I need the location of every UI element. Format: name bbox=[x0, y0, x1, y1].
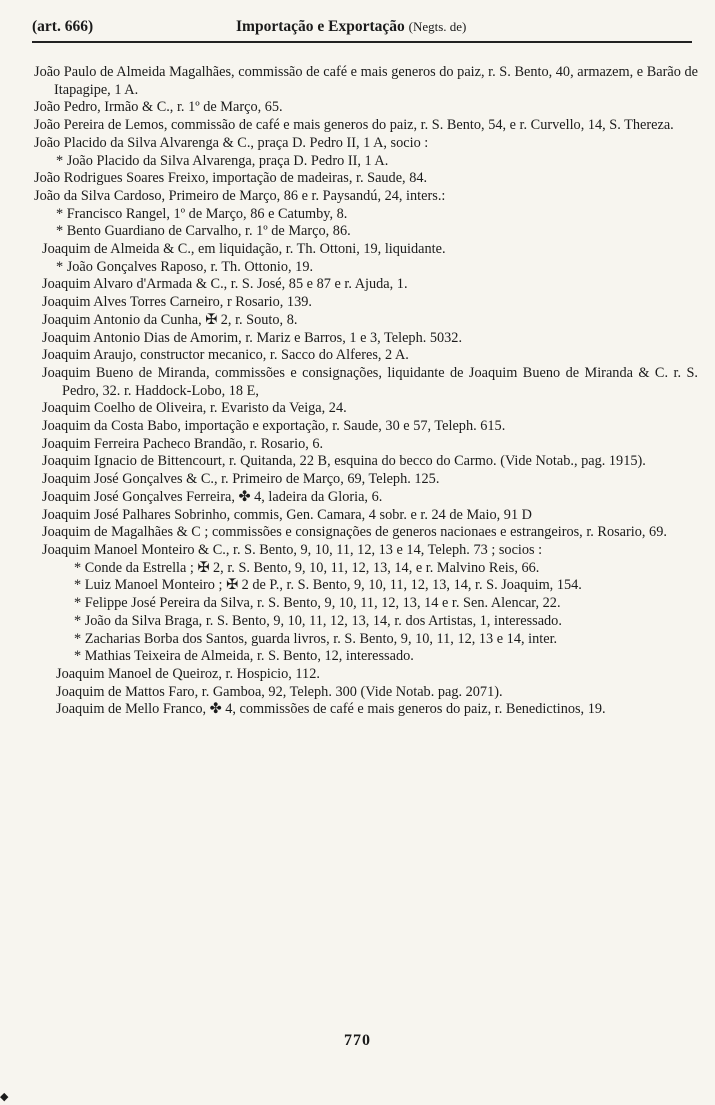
partner-entry: * Mathias Teixeira de Almeida, r. S. Bento, 12, interessado. bbox=[74, 648, 414, 665]
directory-entry: João da Silva Cardoso, Primeiro de Março, 86 e r. Paysandú, 24, inters.: bbox=[34, 187, 446, 204]
edge-mark: ◆ bbox=[0, 1091, 9, 1103]
article-number: (art. 666) bbox=[32, 18, 94, 35]
directory-entry: Joaquim Ferreira Pacheco Brandão, r. Rosario, 6. bbox=[42, 435, 324, 452]
directory-entry: Joaquim Manoel Monteiro & C., r. S. Bento, 9, 10, 11, 12, 13 e 14, Teleph. 73 ; socios : bbox=[42, 541, 543, 558]
directory-entry: Joaquim Coelho de Oliveira, r. Evaristo da Veiga, 24. bbox=[42, 400, 347, 417]
directory-listing bbox=[34, 64, 698, 719]
partner-entry: * João da Silva Braga, r. S. Bento, 9, 10, 11, 12, 13, 14, r. dos Artistas, 1, interessado. bbox=[74, 612, 562, 629]
section-subtitle: (Negts. de) bbox=[408, 19, 467, 34]
partner-entry: * Bento Guardiano de Carvalho, r. 1º de Março, 86. bbox=[56, 223, 351, 240]
directory-entry: Joaquim Antonio Dias de Amorim, r. Mariz e Barros, 1 e 3, Teleph. 5032. bbox=[42, 329, 463, 346]
directory-entry: João Paulo de Almeida Magalhães, commissão de café e mais generos do paiz, r. S. Bento, 40, armazem, e Barão de Itapagipe, 1 A. bbox=[34, 64, 698, 98]
directory-entry: Joaquim de Mattos Faro, r. Gamboa, 92, Teleph. 300 (Vide Notab. pag. 2071). bbox=[56, 683, 503, 700]
directory-entry: João Rodrigues Soares Freixo, importação de madeiras, r. Saude, 84. bbox=[34, 170, 428, 187]
directory-entry: Joaquim José Gonçalves Ferreira, ✤ 4, ladeira da Gloria, 6. bbox=[42, 488, 383, 505]
directory-entry: Joaquim Araujo, constructor mecanico, r. Sacco do Alferes, 2 A. bbox=[42, 347, 409, 364]
section-title bbox=[236, 18, 466, 36]
directory-entry: Joaquim de Magalhães & C ; commissões e consignações de generos nacionaes e estrangeiros, r. Rosario, 69. bbox=[42, 524, 667, 541]
section-title-text: Importação e Exportação bbox=[236, 18, 405, 35]
partner-entry: * João Placido da Silva Alvarenga, praça D. Pedro II, 1 A. bbox=[56, 152, 389, 169]
partner-entry: * Francisco Rangel, 1º de Março, 86 e Catumby, 8. bbox=[56, 205, 348, 222]
partner-entry: * Zacharias Borba dos Santos, guarda livros, r. S. Bento, 9, 10, 11, 12, 13 e 14, inter. bbox=[74, 630, 558, 647]
header-rule bbox=[32, 41, 692, 43]
directory-entry: João Pereira de Lemos, commissão de café e mais generos do paiz, r. S. Bento, 54, e r. Curvello, 14, S. Thereza. bbox=[34, 117, 674, 134]
directory-entry: Joaquim Antonio da Cunha, ✠ 2, r. Souto, 8. bbox=[42, 311, 298, 328]
directory-entry: Joaquim José Gonçalves & C., r. Primeiro de Março, 69, Teleph. 125. bbox=[42, 471, 440, 488]
partner-entry: * João Gonçalves Raposo, r. Th. Ottonio, 19. bbox=[56, 258, 314, 275]
directory-entry: João Pedro, Irmão & C., r. 1º de Março, 65. bbox=[34, 99, 283, 116]
directory-entry: Joaquim Alvaro d'Armada & C., r. S. José, 85 e 87 e r. Ajuda, 1. bbox=[42, 276, 408, 293]
directory-entry: Joaquim de Almeida & C., em liquidação, r. Th. Ottoni, 19, liquidante. bbox=[42, 241, 446, 258]
partner-entry: * Luiz Manoel Monteiro ; ✠ 2 de P., r. S. Bento, 9, 10, 11, 12, 13, 14, r. S. Joaquim, 154. bbox=[74, 577, 582, 594]
directory-entry: Joaquim da Costa Babo, importação e exportação, r. Saude, 30 e 57, Teleph. 615. bbox=[42, 418, 506, 435]
directory-entry: Joaquim Manoel de Queiroz, r. Hospicio, 112. bbox=[56, 665, 320, 682]
directory-entry: Joaquim de Mello Franco, ✤ 4, commissões de café e mais generos do paiz, r. Benedictinos, 19. bbox=[56, 701, 606, 718]
directory-entry: Joaquim Ignacio de Bittencourt, r. Quitanda, 22 B, esquina do becco do Carmo. (Vide Notab., pag. 1915). bbox=[42, 453, 646, 470]
partner-entry: * Conde da Estrella ; ✠ 2, r. S. Bento, 9, 10, 11, 12, 13, 14, e r. Malvino Reis, 66. bbox=[74, 559, 540, 576]
directory-entry: Joaquim Alves Torres Carneiro, r Rosario, 139. bbox=[42, 294, 312, 311]
partner-entry: * Felippe José Pereira da Silva, r. S. Bento, 9, 10, 11, 12, 13, 14 e r. Sen. Alencar, 22. bbox=[74, 595, 561, 612]
directory-entry: João Placido da Silva Alvarenga & C., praça D. Pedro II, 1 A, socio : bbox=[34, 134, 429, 151]
directory-entry: Joaquim Bueno de Miranda, commissões e consignações, liquidante de Joaquim Bueno de Miranda & C. r. S. Pedro, 32. r. Haddock-Lobo, 18 E, bbox=[42, 364, 698, 399]
directory-entry: Joaquim José Palhares Sobrinho, commis, Gen. Camara, 4 sobr. e r. 24 de Maio, 91 D bbox=[42, 506, 532, 523]
page-number: 770 bbox=[344, 1032, 371, 1049]
